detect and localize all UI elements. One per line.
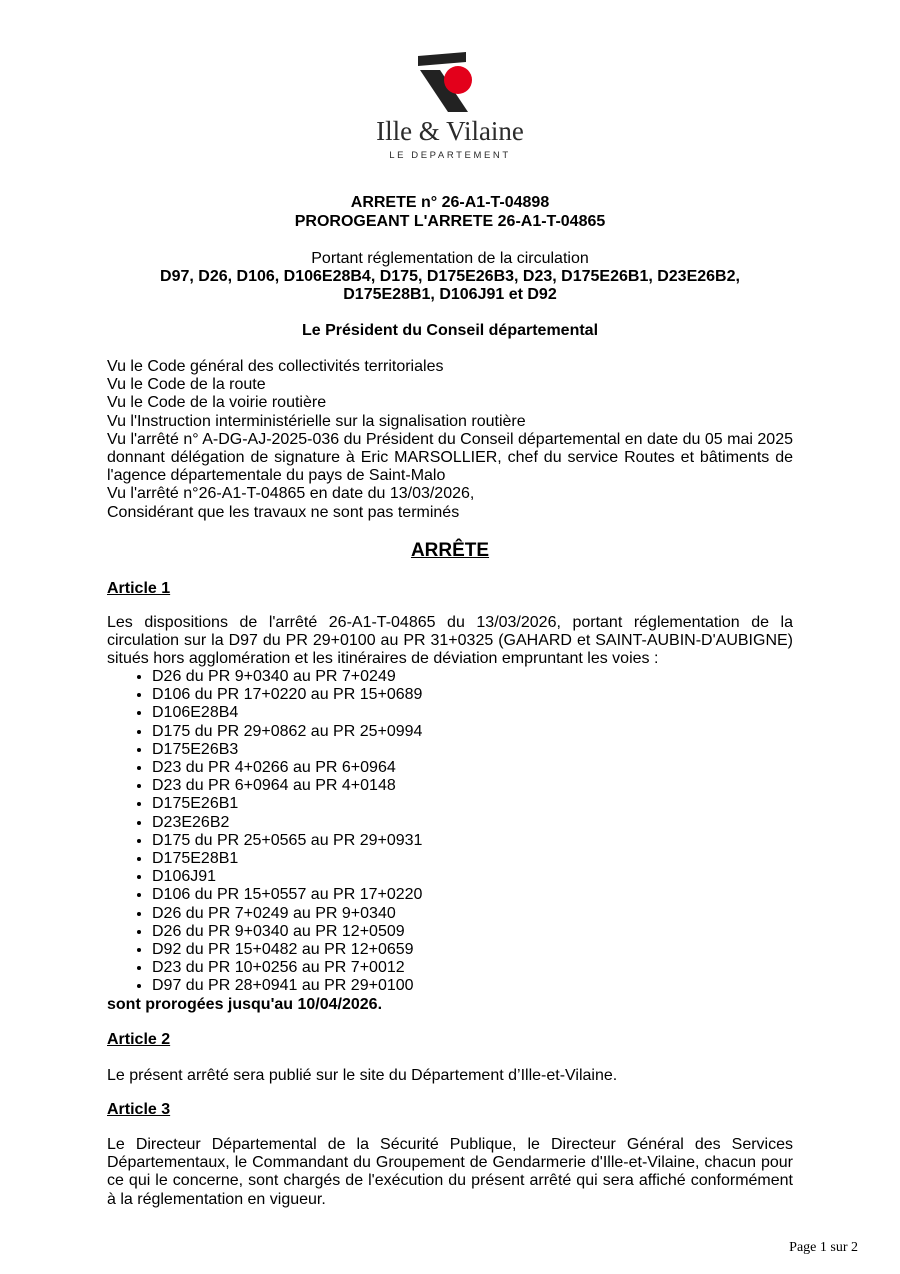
list-item: • D23 du PR 6+0964 au PR 4+0148 [152, 777, 422, 795]
page-number: Page 1 sur 2 [789, 1240, 858, 1255]
list-item: • D175E26B3 [152, 741, 422, 759]
roads-line-1: D97, D26, D106, D106E28B4, D175, D175E26B3, D23, D175E26B1, D23E26B2, [160, 268, 740, 285]
list-item: • D175 du PR 25+0565 au PR 29+0931 [152, 832, 422, 850]
list-item: • D106J91 [152, 868, 422, 886]
list-item: • D26 du PR 7+0249 au PR 9+0340 [152, 905, 422, 923]
roads-line-2: D175E28B1, D106J91 et D92 [343, 286, 557, 303]
list-item: • D92 du PR 15+0482 au PR 12+0659 [152, 941, 422, 959]
list-item: • D106 du PR 17+0220 au PR 15+0689 [152, 686, 422, 704]
list-item: • D97 du PR 28+0941 au PR 29+0100 [152, 977, 422, 995]
article-1-conclusion: sont prorogées jusqu'au 10/04/2026. [107, 996, 383, 1013]
consideration-item: Vu l'arrêté n° A-DG-AJ-2025-036 du Président du Conseil départemental en date du 05 mai 2025 donnant délégation de signature à Eric MARSOLLIER, chef du service Routes et bâtiments de l'agence départementale du pays de Saint-Malo [107, 430, 793, 485]
decree-number: ARRETE n° 26-A1-T-04898 [350, 194, 550, 211]
list-item: • D23E26B2 [152, 814, 422, 832]
route-list [107, 668, 422, 996]
decree-extension-title: PROROGEANT L'ARRETE 26-A1-T-04865 [294, 213, 606, 230]
article-1-intro: Les dispositions de l'arrêté 26-A1-T-04865 du 13/03/2026, portant réglementation de la circulation sur la D97 du PR 29+0100 au PR 31+0325 (GAHARD et SAINT-AUBIN-D'AUBIGNE) situés hors agglomération et les itinéraires de déviation empruntant les voies : [107, 614, 793, 668]
department-emblem-icon [416, 52, 486, 114]
list-item: • D175E26B1 [152, 795, 422, 813]
article-1-title: Article 1 [107, 580, 171, 597]
consideration-item: Vu le Code général des collectivités territoriales [107, 358, 444, 375]
consideration-item: Vu l'arrêté n°26-A1-T-04865 en date du 13/03/2026, [107, 485, 475, 503]
list-item: • D175E28B1 [152, 850, 422, 868]
decree-subtitle: Portant réglementation de la circulation [311, 250, 589, 267]
authority-title: Le Président du Conseil départemental [301, 322, 599, 339]
consideration-item: Vu le Code de la voirie routière [107, 394, 327, 412]
department-logo [360, 52, 540, 164]
list-item: • D26 du PR 9+0340 au PR 7+0249 [152, 668, 422, 686]
article-2-title: Article 2 [107, 1031, 171, 1048]
consideration-item: Considérant que les travaux ne sont pas terminés [107, 503, 460, 521]
list-item: • D106E28B4 [152, 704, 422, 722]
considerations [107, 358, 793, 522]
article-3-title: Article 3 [107, 1101, 171, 1118]
logo-name: Ille & Vilaine [376, 116, 524, 146]
article-2-text: Le présent arrêté sera publié sur le site du Département d’Ille-et-Vilaine. [107, 1067, 618, 1084]
consideration-item: Vu l'Instruction interministérielle sur la signalisation routière [107, 412, 526, 430]
logo-subtitle: LE DEPARTEMENT [389, 150, 511, 161]
list-item: • D106 du PR 15+0557 au PR 17+0220 [152, 886, 422, 904]
list-item: • D175 du PR 29+0862 au PR 25+0994 [152, 723, 422, 741]
list-item: • D23 du PR 10+0256 au PR 7+0012 [152, 959, 422, 977]
list-item: • D23 du PR 4+0266 au PR 6+0964 [152, 759, 422, 777]
consideration-item: Vu le Code de la route [107, 376, 266, 394]
list-item: • D26 du PR 9+0340 au PR 12+0509 [152, 923, 422, 941]
article-3-text: Le Directeur Départemental de la Sécurité Publique, le Directeur Général des Services Départementaux, le Commandant du Groupement de Gendarmerie d'Ille-et-Vilaine, chacun pour ce qui le concerne, sont chargés de l'exécution du présent arrêté qui sera affiché conformément à la réglementation en vigueur. [107, 1136, 793, 1208]
decision-heading: ARRÊTE [410, 540, 490, 561]
